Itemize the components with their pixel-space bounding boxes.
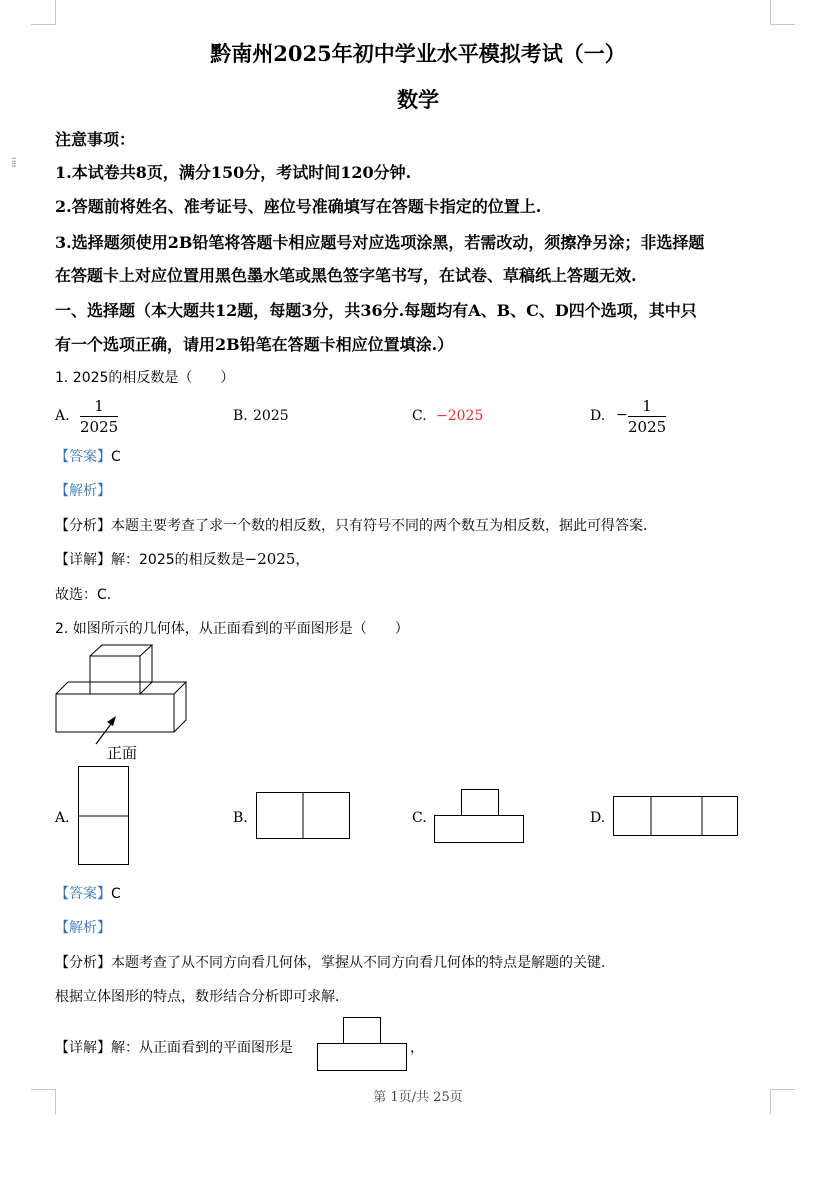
note-item-1: 1.本试卷共8页，满分150分，考试时间120分钟. bbox=[55, 163, 412, 182]
crop-mark-top-right bbox=[770, 0, 795, 25]
bottom-block-side bbox=[174, 682, 186, 732]
q1-xiangjie-post: ， bbox=[295, 552, 310, 568]
q1-fenxi-text: 本题主要考查了求一个数的相反数，只有符号不同的两个数互为相反数，据此可得答案． bbox=[111, 518, 657, 534]
front-arrow-head bbox=[107, 716, 116, 726]
q1-answer-value: C bbox=[111, 449, 121, 465]
q2-fenxi-tag: 【分析】 bbox=[55, 955, 111, 971]
note-item-3: 3.选择题须使用2B铅笔将答题卡相应题号对应选项涂黑，若需改动，须擦净另涂；非选择题 bbox=[55, 233, 705, 252]
page-title: 黔南州2025年初中学业水平模拟考试（一） bbox=[210, 41, 626, 66]
q2-fenxi-text: 本题考查了从不同方向看几何体，掌握从不同方向看几何体的特点是解题的关键． bbox=[111, 955, 615, 971]
q1-option-d-label: D. bbox=[590, 408, 606, 424]
q1-analysis-tag: 【解析】 bbox=[55, 483, 111, 499]
q1-option-d-sign: − bbox=[616, 407, 628, 423]
q1-xiangjie-line bbox=[55, 549, 309, 569]
q2-fenxi-line2: 根据立体图形的特点，数形结合分析即可求解． bbox=[55, 989, 349, 1005]
q2-option-b-figure bbox=[256, 792, 351, 840]
q2-solution-figure bbox=[317, 1017, 409, 1073]
q1-option-a-denominator: 2025 bbox=[80, 418, 119, 436]
q2-option-a-figure bbox=[78, 766, 130, 866]
section-heading-line1: 一、选择题（本大题共12题，每题3分，共36分.每题均有A、B、C、D四个选项，其中只 bbox=[55, 301, 697, 320]
q2-option-d-label: D. bbox=[590, 810, 606, 826]
q1-option-b-value: 2025 bbox=[253, 408, 289, 424]
q1-xiangjie-value: −2025 bbox=[244, 550, 296, 568]
q1-option-d-numerator: 1 bbox=[642, 397, 652, 415]
q2-xiangjie-text: 解：从正面看到的平面图形是 bbox=[111, 1040, 293, 1056]
q1-option-a-fraction bbox=[80, 397, 118, 436]
q2-analysis-tag: 【解析】 bbox=[55, 920, 111, 936]
q2-answer-line bbox=[55, 883, 121, 903]
q2-solid-figure bbox=[54, 644, 194, 744]
q1-option-b-label: B. bbox=[233, 408, 248, 424]
q1-fenxi-tag: 【分析】 bbox=[55, 518, 111, 534]
q1-option-d-denominator: 2025 bbox=[628, 418, 667, 436]
q1-xiangjie-tag: 【详解】 bbox=[55, 552, 111, 568]
q1-xiangjie-text: 解：2025的相反数是 bbox=[111, 552, 245, 568]
notes-heading: 注意事项： bbox=[55, 130, 136, 149]
subject-title: 数学 bbox=[397, 87, 439, 112]
q2-option-d-figure bbox=[613, 796, 739, 838]
note-item-3-cont: 在答题卡上对应位置用黑色墨水笔或黑色签字笔书写，在试卷、草稿纸上答题无效. bbox=[55, 266, 637, 285]
top-block-top bbox=[90, 645, 152, 656]
q2-answer-tag: 【答案】 bbox=[55, 886, 111, 902]
q2-xiangjie-tag: 【详解】 bbox=[55, 1040, 111, 1056]
q2-option-c-figure bbox=[434, 789, 526, 845]
page-footer: 第 1页/共 25页 bbox=[373, 1090, 463, 1105]
q1-answer-line bbox=[55, 446, 121, 466]
q1-answer-tag: 【答案】 bbox=[55, 449, 111, 465]
q1-stem: 1. 2025的相反数是（ ） bbox=[55, 370, 235, 386]
drag-handle-icon[interactable]: ⁞⁞ bbox=[11, 155, 15, 171]
bottom-block-top bbox=[56, 682, 186, 694]
note-item-2: 2.答题前将姓名、准考证号、座位号准确填写在答题卡指定的位置上. bbox=[55, 197, 542, 216]
q1-option-a-numerator: 1 bbox=[94, 397, 104, 415]
crop-mark-top-left bbox=[31, 0, 56, 25]
section-heading-line2: 有一个选项正确，请用2B铅笔在答题卡相应位置填涂.） bbox=[55, 335, 454, 354]
front-label: 正面 bbox=[107, 744, 138, 762]
q2-option-c-label: C. bbox=[412, 810, 427, 826]
top-block-front bbox=[90, 656, 140, 694]
q1-fenxi-line bbox=[55, 515, 657, 535]
q1-option-c-value: −2025 bbox=[436, 408, 484, 424]
q2-stem: 2. 如图所示的几何体，从正面看到的平面图形是（ ） bbox=[55, 621, 409, 637]
q1-choice: 故选：C． bbox=[55, 587, 121, 603]
q2-option-b-label: B. bbox=[233, 810, 248, 826]
q1-option-c-label: C. bbox=[412, 408, 427, 424]
q1-option-a-label: A. bbox=[55, 408, 70, 424]
q2-option-a-label: A. bbox=[55, 810, 70, 826]
q2-answer-value: C bbox=[111, 886, 121, 902]
q2-fenxi-line bbox=[55, 952, 615, 972]
q2-xiangjie-post: ， bbox=[410, 1040, 424, 1056]
bottom-block-front bbox=[56, 694, 174, 732]
top-block-side bbox=[140, 645, 152, 694]
q2-xiangjie-line bbox=[55, 1037, 293, 1057]
q1-option-d-fraction bbox=[628, 397, 666, 436]
